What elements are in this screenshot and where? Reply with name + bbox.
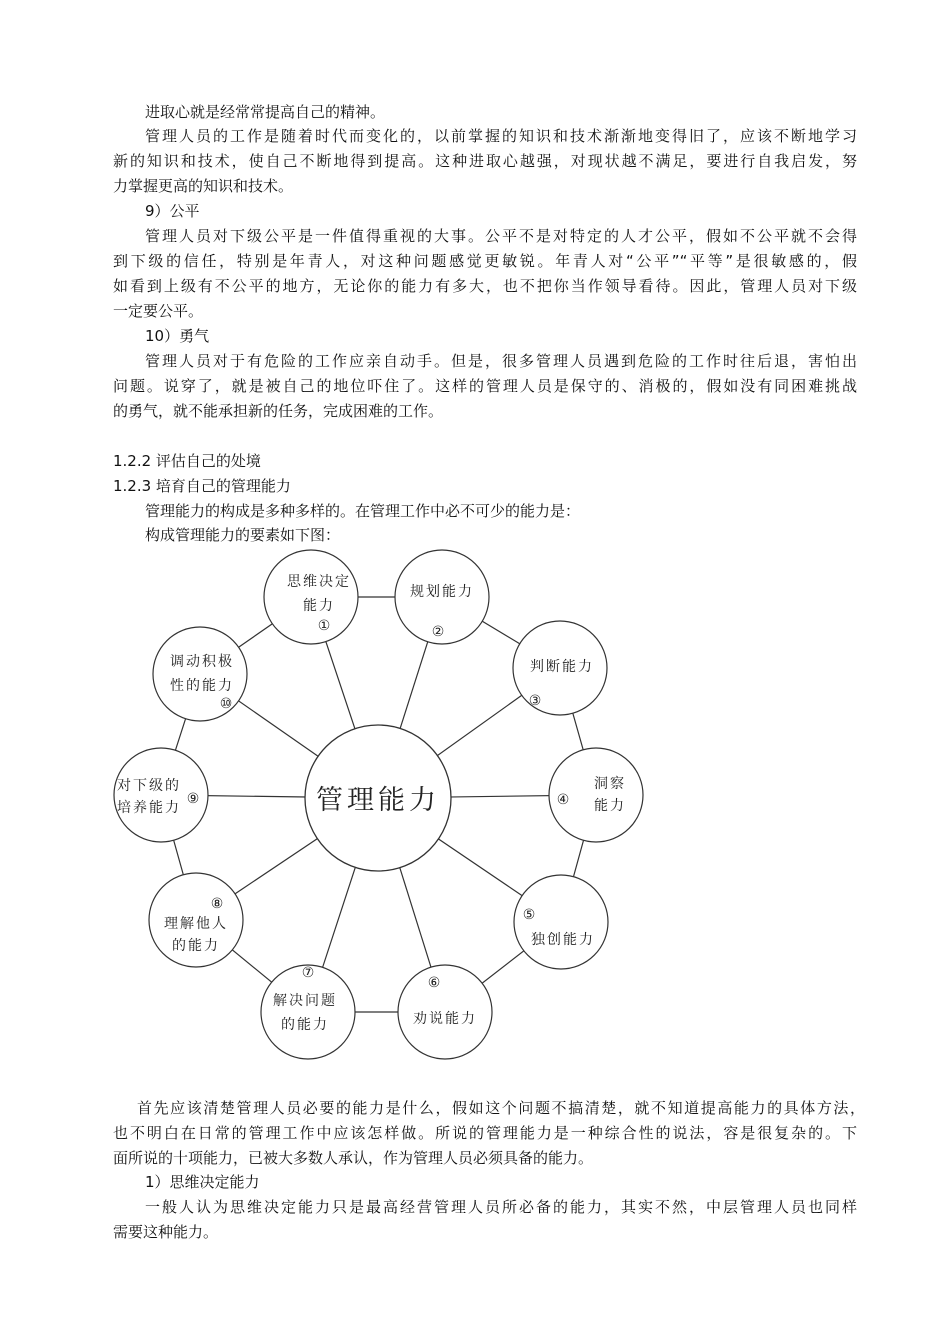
ability-node-label: 能力 xyxy=(594,798,626,814)
heading-1-2-3: 1.2.3 培育自己的管理能力 xyxy=(113,477,291,495)
paragraph-line: 的勇气，就不能承担新的任务，完成困难的工作。 xyxy=(113,402,444,420)
paragraph-line: 新的知识和技术，使自己不断地得到提高。这种进取心越强，对现状越不满足，要进行自我启发，努 xyxy=(113,152,857,170)
ability-node-number: ⑩ xyxy=(219,696,235,712)
ability-node-label: 理解他人 xyxy=(164,916,228,932)
ability-node-number: ⑦ xyxy=(301,965,317,981)
ability-node-label: 规划能力 xyxy=(410,584,474,600)
ability-node-number: ① xyxy=(317,618,333,634)
ability-node xyxy=(149,873,243,967)
ability-node-label: 独创能力 xyxy=(531,932,595,948)
paragraph-line: 到下级的信任，特别是年青人，对这种问题感觉更敏锐。年青人对“公平”“平等”是很敏感的，假 xyxy=(113,252,857,270)
ability-node xyxy=(264,550,358,644)
paragraph-line: 问题。说穿了，就是被自己的地位吓住了。这样的管理人员是保守的、消极的，假如没有同困难挑战 xyxy=(113,377,857,395)
ability-node xyxy=(153,627,247,721)
subheading-thinking-decision: 1）思维决定能力 xyxy=(145,1173,260,1191)
ability-node-number: ⑤ xyxy=(522,907,538,923)
paragraph-line: 进取心就是经常常提高自己的精神。 xyxy=(145,103,386,121)
ability-node-number: ② xyxy=(431,624,447,640)
ability-node-label: 判断能力 xyxy=(530,659,594,675)
ability-node xyxy=(549,748,643,842)
heading-1-2-2: 1.2.2 评估自己的处境 xyxy=(113,452,261,470)
paragraph-line: 需要这种能力。 xyxy=(113,1223,219,1241)
ability-node-number: ⑧ xyxy=(210,896,226,912)
ability-node-label: 性的能力 xyxy=(170,678,234,694)
paragraph-line: 管理人员对于有危险的工作应亲自动手。但是，很多管理人员遇到危险的工作时往后退，害怕出 xyxy=(145,352,857,370)
ability-node xyxy=(398,965,492,1059)
paragraph-line: 管理人员对下级公平是一件值得重视的大事。公平不是对特定的人才公平，假如不公平就不会得 xyxy=(145,227,857,245)
center-label: 管理能力 xyxy=(316,785,440,816)
ability-node-label: 的能力 xyxy=(281,1017,329,1033)
ability-node-number: ③ xyxy=(528,693,544,709)
ability-node-label: 思维决定 xyxy=(287,574,351,590)
ability-node-label: 培养能力 xyxy=(117,800,181,816)
paragraph-line: 一定要公平。 xyxy=(113,302,204,320)
intro-line: 管理能力的构成是多种多样的。在管理工作中必不可少的能力是： xyxy=(145,502,581,520)
ability-node-label: 对下级的 xyxy=(117,778,181,794)
ability-node-number: ⑨ xyxy=(186,791,202,807)
ability-node xyxy=(261,965,355,1059)
ability-node-circle xyxy=(264,550,358,644)
subheading-courage: 10）勇气 xyxy=(145,327,210,345)
subheading-fairness: 9）公平 xyxy=(145,202,200,220)
paragraph-line: 力掌握更高的知识和技术。 xyxy=(113,177,294,195)
ability-node-label: 能力 xyxy=(303,598,335,614)
ability-node-label: 的能力 xyxy=(172,938,220,954)
ability-node-label: 洞察 xyxy=(594,776,626,792)
paragraph-line: 面所说的十项能力，已被大多数人承认，作为管理人员必须具备的能力。 xyxy=(113,1149,594,1167)
ability-node-number: ④ xyxy=(556,792,572,808)
ability-node-label: 调动积极 xyxy=(170,654,234,670)
ability-node-label: 劝说能力 xyxy=(413,1011,477,1027)
ability-node xyxy=(514,875,608,969)
paragraph-line: 管理人员的工作是随着时代而变化的，以前掌握的知识和技术渐渐地变得旧了，应该不断地学习 xyxy=(145,127,857,145)
ability-node xyxy=(513,621,607,715)
paragraph-line: 如看到上级有不公平的地方，无论你的能力有多大，也不把你当作领导看待。因此，管理人员对下级 xyxy=(113,277,857,295)
paragraph-line: 也不明白在日常的管理工作中应该怎样做。所说的管理能力是一种综合性的说法，容是很复杂的。下 xyxy=(113,1124,857,1142)
ability-node-label: 解决问题 xyxy=(273,993,337,1009)
paragraph-line: 首先应该清楚管理人员必要的能力是什么，假如这个问题不搞清楚，就不知道提高能力的具体方法， xyxy=(137,1099,865,1117)
intro-line: 构成管理能力的要素如下图： xyxy=(145,526,341,544)
ability-node xyxy=(395,550,489,644)
ability-node-number: ⑥ xyxy=(427,975,443,991)
paragraph-line: 一般人认为思维决定能力只是最高经营管理人员所必备的能力，其实不然，中层管理人员也同样 xyxy=(145,1198,857,1216)
ability-node xyxy=(114,748,208,842)
